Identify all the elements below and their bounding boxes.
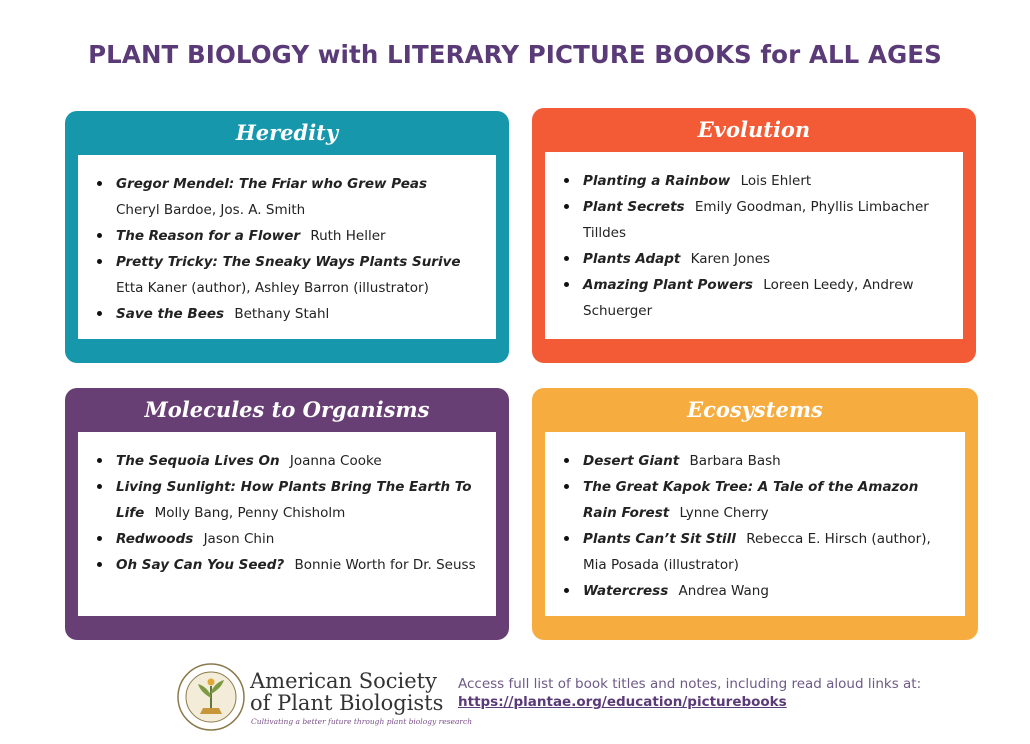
book-title: Living Sunlight: How Plants Bring The Earth To Life bbox=[116, 479, 472, 521]
heredity-card bbox=[65, 111, 509, 363]
list-item bbox=[116, 249, 478, 301]
book-authors: Bonnie Worth for Dr. Seuss bbox=[294, 557, 476, 573]
book-authors: Ruth Heller bbox=[310, 228, 386, 244]
book-authors: Lynne Cherry bbox=[679, 505, 769, 521]
list-item bbox=[116, 171, 478, 223]
list-item bbox=[116, 301, 478, 327]
list-item bbox=[583, 578, 947, 604]
list-item bbox=[116, 474, 478, 526]
list-item bbox=[116, 552, 478, 578]
list-item bbox=[583, 246, 945, 272]
society-name bbox=[250, 670, 443, 714]
book-title: Plants Adapt bbox=[583, 251, 681, 267]
book-title: Watercress bbox=[583, 583, 669, 599]
book-title: Pretty Tricky: The Sneaky Ways Plants Surive bbox=[116, 254, 461, 270]
aspb-seal-icon bbox=[176, 662, 246, 732]
molecules-book-list bbox=[78, 432, 496, 616]
list-item bbox=[583, 168, 945, 194]
book-authors: Molly Bang, Penny Chisholm bbox=[154, 505, 346, 521]
book-title: The Reason for a Flower bbox=[116, 228, 301, 244]
list-item bbox=[583, 526, 947, 578]
list-item bbox=[583, 194, 945, 246]
list-item bbox=[116, 448, 478, 474]
evolution-card bbox=[532, 108, 976, 363]
evolution-heading: Evolution bbox=[697, 117, 811, 142]
list-item bbox=[583, 474, 947, 526]
book-authors: Bethany Stahl bbox=[234, 306, 330, 322]
picturebooks-link[interactable]: https://plantae.org/education/picturebooks bbox=[458, 694, 787, 710]
heredity-heading: Heredity bbox=[235, 120, 339, 145]
evolution-book-list bbox=[545, 152, 963, 339]
book-authors: Loreen Leedy, Andrew Schuerger bbox=[583, 277, 914, 319]
society-name-line1: American Society bbox=[250, 669, 437, 693]
book-title: Oh Say Can You Seed? bbox=[116, 557, 285, 573]
page-title: PLANT BIOLOGY with LITERARY PICTURE BOOKS for ALL AGES bbox=[88, 40, 942, 69]
ecosystems-book-list bbox=[545, 432, 965, 616]
book-authors: Etta Kaner (author), Ashley Barron (illustrator) bbox=[116, 280, 429, 296]
book-title: Amazing Plant Powers bbox=[583, 277, 753, 293]
access-text: Access full list of book titles and notes, including read aloud links at: bbox=[458, 676, 922, 692]
book-title: Gregor Mendel: The Friar who Grew Peas bbox=[116, 176, 428, 192]
book-title: Save the Bees bbox=[116, 306, 225, 322]
list-item bbox=[583, 448, 947, 474]
society-tagline: Cultivating a better future through plant biology research bbox=[251, 717, 473, 726]
list-item bbox=[116, 526, 478, 552]
heredity-book-list bbox=[78, 155, 496, 339]
book-title: Plant Secrets bbox=[583, 199, 685, 215]
book-authors: Rebecca E. Hirsch (author), Mia Posada (illustrator) bbox=[583, 531, 931, 573]
list-item bbox=[116, 223, 478, 249]
book-title: Redwoods bbox=[116, 531, 194, 547]
book-authors: Jason Chin bbox=[203, 531, 275, 547]
book-title: Plants Can’t Sit Still bbox=[583, 531, 736, 547]
ecosystems-card bbox=[532, 388, 978, 640]
book-title: The Sequoia Lives On bbox=[116, 453, 280, 469]
book-title: Desert Giant bbox=[583, 453, 680, 469]
book-authors: Emily Goodman, Phyllis Limbacher Tilldes bbox=[583, 199, 929, 241]
book-authors: Barbara Bash bbox=[689, 453, 781, 469]
ecosystems-heading: Ecosystems bbox=[687, 397, 823, 422]
book-authors: Lois Ehlert bbox=[740, 173, 812, 189]
book-authors: Joanna Cooke bbox=[289, 453, 382, 469]
molecules-heading: Molecules to Organisms bbox=[144, 397, 430, 422]
book-title: Planting a Rainbow bbox=[583, 173, 731, 189]
book-authors: Andrea Wang bbox=[678, 583, 769, 599]
book-authors: Cheryl Bardoe, Jos. A. Smith bbox=[116, 202, 306, 218]
book-authors: Karen Jones bbox=[690, 251, 771, 267]
list-item bbox=[583, 272, 945, 324]
society-name-line2: of Plant Biologists bbox=[250, 691, 444, 715]
molecules-card bbox=[65, 388, 509, 640]
book-title: The Great Kapok Tree: A Tale of the Amazon Rain Forest bbox=[583, 479, 919, 521]
